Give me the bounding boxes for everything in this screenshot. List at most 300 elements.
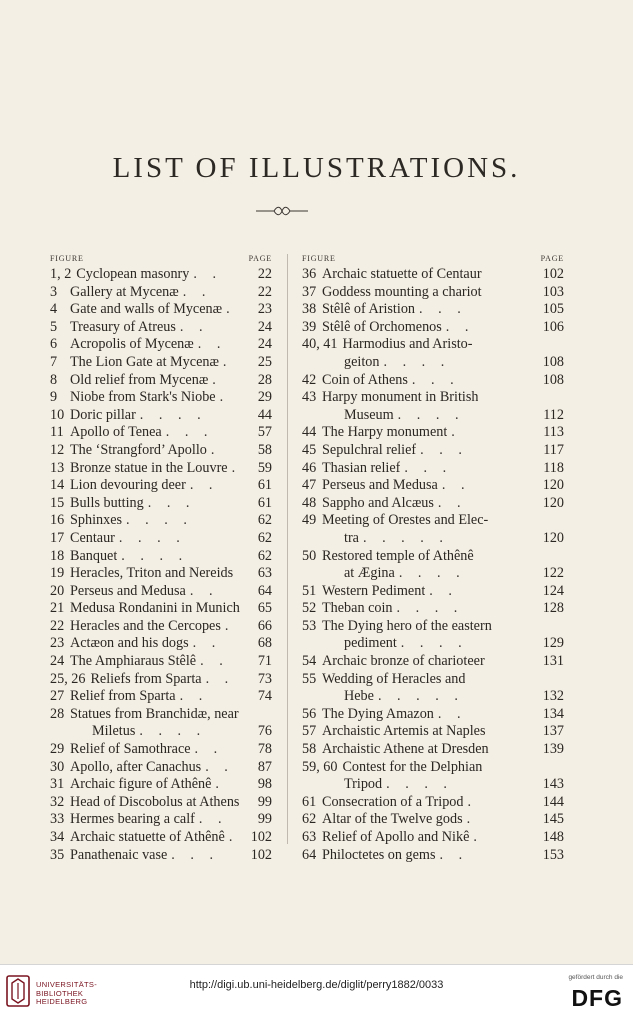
page-number: 98	[257, 776, 272, 793]
illustration-entry	[50, 618, 272, 636]
leader-dots: . . .	[411, 371, 460, 388]
figure-number: 7	[50, 353, 58, 370]
page-header: PAGE	[248, 254, 272, 263]
illustration-entry	[302, 442, 564, 460]
illustration-entry	[302, 583, 564, 601]
illustration-entry	[302, 284, 564, 302]
leader-dots: . .	[189, 477, 219, 494]
illustration-entry	[302, 389, 564, 407]
illustration-entry	[302, 618, 564, 636]
page-number: 139	[542, 741, 564, 758]
leader-dots: . .	[194, 741, 224, 758]
illustration-title: Wedding of Heracles and	[322, 670, 466, 687]
page-number: 122	[542, 565, 564, 582]
page-number: 103	[542, 283, 564, 300]
illustration-title: Miletus	[92, 723, 136, 740]
figure-number: 8	[50, 371, 58, 388]
figure-number: 64	[302, 846, 317, 863]
illustration-entry	[302, 811, 564, 829]
illustration-title: Lion devouring deer	[70, 477, 186, 494]
page-number: 105	[542, 301, 564, 318]
illustration-title: Restored temple of Athênê	[322, 547, 474, 564]
leader-dots: . .	[439, 846, 469, 863]
figure-number: 46	[302, 459, 317, 476]
figure-number: 21	[50, 600, 65, 617]
page-number: 117	[543, 441, 564, 458]
illustration-title: Western Pediment	[322, 582, 426, 599]
figure-header: FIGURE	[302, 254, 336, 263]
page-number: 22	[257, 266, 272, 282]
illustration-title: Apollo, after Canachus	[70, 758, 202, 775]
page-number: 102	[250, 829, 272, 845]
page-number: 131	[542, 653, 564, 670]
illustration-title: Panathenaic vase	[70, 846, 168, 863]
illustration-entry	[302, 688, 564, 706]
leader-dots: . .	[182, 283, 212, 300]
page-number: 153	[542, 846, 564, 863]
institution-name: UNIVERSITÄTS- BIBLIOTHEK HEIDELBERG	[36, 980, 97, 1006]
leader-dots: . .	[445, 318, 475, 335]
figure-number: 16	[50, 512, 65, 529]
illustration-entry	[50, 266, 272, 284]
illustration-entry	[302, 741, 564, 759]
illustration-entry	[302, 776, 564, 794]
illustration-title: Harpy monument in British	[322, 389, 479, 406]
figure-number: 4	[50, 301, 58, 318]
illustration-entry	[302, 266, 564, 284]
illustration-title: Thasian relief	[322, 459, 401, 476]
illustration-title: The Lion Gate at Mycenæ	[70, 353, 219, 370]
left-entry-list	[50, 266, 272, 864]
illustration-title: Banquet	[70, 547, 118, 564]
leader-dots: . . . .	[400, 635, 468, 652]
page-header: PAGE	[540, 254, 564, 263]
illustration-title: tra	[344, 529, 359, 546]
leader-dots: . .	[441, 477, 471, 494]
page-number: 118	[543, 459, 564, 476]
page-number: 24	[257, 318, 272, 335]
source-url-link[interactable]: http://digi.ub.uni-heidelberg.de/diglit/perry1882/0033	[189, 979, 444, 991]
illustration-title: Niobe from Stark's Niobe	[70, 389, 216, 406]
figure-number: 23	[50, 635, 65, 652]
illustration-title: Treasury of Atreus	[70, 318, 176, 335]
illustration-entry	[50, 723, 272, 741]
leader-dots: . . . .	[397, 406, 465, 423]
page-number: 66	[257, 617, 272, 634]
leader-dots: .	[210, 441, 221, 458]
illustration-entry	[50, 319, 272, 337]
illustration-title: Heracles, Triton and Nereids	[70, 565, 234, 582]
illustration-title: Perseus and Medusa	[70, 582, 186, 599]
figure-number: 12	[50, 441, 65, 458]
illustration-entry	[50, 794, 272, 812]
figure-number: 22	[50, 617, 65, 634]
illustration-entry	[50, 512, 272, 530]
page-number: 124	[542, 582, 564, 599]
figure-number: 3	[50, 283, 58, 300]
page-number: 59	[257, 459, 272, 476]
figure-number: 25, 26	[50, 670, 86, 687]
figure-number: 47	[302, 477, 317, 494]
illustration-title: Relief of Samothrace	[70, 741, 191, 758]
leader-dots: . . . .	[398, 565, 466, 582]
illustration-title: Gate and walls of Mycenæ	[70, 301, 223, 318]
page-number: 108	[542, 371, 564, 388]
illustration-entry	[302, 319, 564, 337]
page-number: 102	[542, 266, 564, 282]
leader-dots: . . . .	[386, 776, 453, 793]
illustration-title: Contest for the Delphian	[342, 758, 483, 775]
page-number: 28	[257, 371, 272, 388]
page-number: 78	[257, 741, 272, 758]
figure-number: 24	[50, 653, 65, 670]
page-number: 102	[250, 846, 272, 863]
illustration-entry	[50, 284, 272, 302]
figure-number: 40, 41	[302, 336, 338, 353]
leader-dots: . .	[437, 494, 467, 511]
leader-dots: .	[451, 424, 461, 441]
leader-dots: . .	[193, 266, 222, 282]
illustration-title: Altar of the Twelve gods	[322, 811, 463, 828]
illustration-title: Tripod	[344, 776, 383, 793]
figure-number: 14	[50, 477, 65, 494]
illustration-title: Stêlê of Aristion	[322, 301, 416, 318]
illustration-entry	[50, 847, 272, 865]
figure-number: 55	[302, 670, 317, 687]
illustration-title: The ‘Strangford’ Apollo	[70, 441, 207, 458]
illustration-title: The Dying hero of the eastern	[322, 617, 492, 634]
leader-dots: . .	[429, 582, 458, 599]
illustration-entry	[302, 565, 564, 583]
figure-number: 35	[50, 846, 65, 863]
leader-dots: . .	[179, 318, 209, 335]
illustration-title: Statues from Branchidæ, near	[70, 705, 239, 722]
illustration-entry	[302, 512, 564, 530]
illustration-entry	[50, 741, 272, 759]
figure-number: 5	[50, 318, 58, 335]
page-number: 148	[542, 829, 564, 845]
illustration-entry	[302, 301, 564, 319]
leader-dots: . . . . .	[377, 688, 464, 705]
illustration-title: Relief of Apollo and Nikê	[322, 829, 470, 845]
illustration-entry	[50, 407, 272, 425]
leader-dots: . . .	[420, 441, 468, 458]
page-number: 23	[257, 301, 272, 318]
illustration-title: Archaistic Athene at Dresden	[322, 741, 489, 758]
illustration-entry	[50, 600, 272, 618]
illustration-title: Doric pillar	[70, 406, 136, 423]
page-number: 71	[257, 653, 272, 670]
illustration-title: geiton	[344, 353, 380, 370]
figure-number: 48	[302, 494, 317, 511]
figure-number: 34	[50, 829, 65, 845]
page-number: 61	[257, 477, 272, 494]
leader-dots: .	[466, 811, 477, 828]
leader-dots: . .	[205, 758, 234, 775]
page-number: 108	[542, 353, 564, 370]
illustration-title: Head of Discobolus at Athens	[70, 793, 240, 810]
illustration-title: Hebe	[344, 688, 374, 705]
page-number: 63	[257, 565, 272, 582]
illustration-title: Coin of Athens	[322, 371, 408, 388]
figure-number: 32	[50, 793, 65, 810]
page-number: 44	[257, 406, 272, 423]
page-number: 137	[542, 723, 564, 740]
page-number: 106	[542, 318, 564, 335]
page-number: 99	[257, 793, 272, 810]
illustration-title: Bronze statue in the Louvre	[70, 459, 228, 476]
figure-number: 9	[50, 389, 58, 406]
illustration-entry	[50, 829, 272, 847]
illustration-entry	[50, 759, 272, 777]
figure-number: 13	[50, 459, 65, 476]
illustration-entry	[302, 336, 564, 354]
figure-number: 33	[50, 811, 65, 828]
illustration-entry	[302, 424, 564, 442]
right-entry-list	[302, 266, 564, 864]
page-number: 144	[542, 793, 564, 810]
figure-number: 11	[50, 424, 64, 441]
illustration-title: Medusa Rondanini in Munich	[70, 600, 240, 617]
figure-number: 42	[302, 371, 317, 388]
figure-number: 52	[302, 600, 317, 617]
dfg-logo: DFG	[571, 985, 623, 1011]
figure-number: 56	[302, 705, 317, 722]
leader-dots: .	[224, 617, 235, 634]
page-number: 61	[257, 494, 272, 511]
illustration-entry	[50, 776, 272, 794]
leader-dots: . .	[192, 635, 222, 652]
illustration-entry	[50, 442, 272, 460]
page-number: 62	[257, 547, 272, 564]
page-number: 132	[542, 688, 564, 705]
illustration-title: Hermes bearing a calf	[70, 811, 195, 828]
illustration-entry	[302, 530, 564, 548]
page-number: 24	[257, 336, 272, 353]
leader-dots: . .	[189, 582, 219, 599]
page-number: 68	[257, 635, 272, 652]
figure-number: 29	[50, 741, 65, 758]
illustration-title: Theban coin	[322, 600, 393, 617]
figure-number: 6	[50, 336, 58, 353]
leader-dots: .	[219, 389, 230, 406]
illustration-entry	[302, 600, 564, 618]
illustration-entry	[302, 372, 564, 390]
illustration-title: Centaur	[70, 529, 115, 546]
page-number: 134	[542, 705, 564, 722]
leader-dots: .	[467, 793, 478, 810]
page-number: 112	[543, 406, 564, 423]
leader-dots: .	[212, 371, 222, 388]
leader-dots: . . .	[419, 301, 467, 318]
illustration-entry	[50, 336, 272, 354]
leader-dots: . . . .	[139, 723, 207, 740]
illustration-entry	[50, 495, 272, 513]
page-number: 64	[257, 582, 272, 599]
figure-number: 18	[50, 547, 65, 564]
figure-number: 30	[50, 758, 65, 775]
illustration-entry	[50, 424, 272, 442]
illustration-title: The Dying Amazon	[322, 705, 434, 722]
leader-dots: . .	[205, 670, 235, 687]
illustration-title: Stêlê of Orchomenos	[322, 318, 442, 335]
page-number: 113	[543, 424, 564, 441]
page-number: 128	[542, 600, 564, 617]
leader-dots: . . . . .	[362, 529, 449, 546]
figure-number: 31	[50, 776, 65, 793]
leader-dots: .	[231, 459, 242, 476]
illustration-entry	[50, 565, 272, 583]
illustration-title: Cyclopean masonry	[76, 266, 190, 282]
illustration-entry	[302, 706, 564, 724]
illustration-entry	[50, 477, 272, 495]
illustration-entry	[302, 635, 564, 653]
page-number: 62	[257, 512, 272, 529]
figure-number: 38	[302, 301, 317, 318]
illustration-title: Reliefs from Sparta	[90, 670, 202, 687]
figure-number: 54	[302, 653, 317, 670]
leader-dots: . . .	[147, 494, 196, 511]
figure-number: 44	[302, 424, 317, 441]
page-number: 145	[542, 811, 564, 828]
illustration-title: Bulls butting	[70, 494, 144, 511]
funding-note: gefördert durch die	[568, 974, 623, 981]
page-number: 22	[257, 283, 272, 300]
figure-number: 45	[302, 441, 317, 458]
figure-number: 51	[302, 582, 317, 599]
illustration-entry	[302, 759, 564, 777]
illustration-title: Philoctetes on gems	[322, 846, 436, 863]
illustration-entry	[302, 794, 564, 812]
illustration-entry	[50, 811, 272, 829]
leader-dots: .	[228, 829, 239, 845]
figure-number: 63	[302, 829, 317, 845]
illustration-entry	[302, 354, 564, 372]
page-number: 129	[542, 635, 564, 652]
page-number: 65	[257, 600, 272, 617]
illustration-entry	[302, 460, 564, 478]
illustration-entry	[302, 671, 564, 689]
leader-dots: . . . .	[118, 529, 186, 546]
leader-dots: .	[473, 829, 483, 845]
column-divider	[287, 254, 288, 844]
illustration-entry	[50, 635, 272, 653]
illustration-entry	[50, 372, 272, 390]
illustration-title: Archaic figure of Athênê	[70, 776, 212, 793]
figure-number: 53	[302, 617, 317, 634]
figure-number: 49	[302, 512, 317, 529]
illustration-entry	[50, 354, 272, 372]
illustration-entry	[302, 477, 564, 495]
figure-number: 37	[302, 283, 317, 300]
illustration-entry	[302, 495, 564, 513]
leader-dots: . . .	[404, 459, 453, 476]
page-number: 62	[257, 529, 272, 546]
figure-number: 61	[302, 793, 317, 810]
page-number: 120	[542, 494, 564, 511]
illustration-entry	[50, 653, 272, 671]
illustration-title: The Harpy monument	[322, 424, 448, 441]
leader-dots: . . .	[171, 846, 220, 863]
illustration-title: Archaic statuette of Athênê	[70, 829, 225, 845]
illustration-title: Actæon and his dogs	[70, 635, 189, 652]
leader-dots: . . . .	[396, 600, 464, 617]
illustration-entry	[50, 460, 272, 478]
illustration-entry	[50, 706, 272, 724]
leader-dots: . . .	[165, 424, 214, 441]
illustration-title: Museum	[344, 406, 394, 423]
title-ornament	[256, 204, 308, 218]
figure-number: 19	[50, 565, 65, 582]
leader-dots: . .	[179, 688, 209, 705]
figure-number: 36	[302, 266, 317, 282]
illustration-title: Perseus and Medusa	[322, 477, 438, 494]
figure-number: 20	[50, 582, 65, 599]
right-column	[302, 254, 564, 864]
illustration-entry	[50, 688, 272, 706]
leader-dots: . .	[197, 336, 227, 353]
page-number: 99	[257, 811, 272, 828]
left-column	[50, 254, 272, 864]
right-column-header	[302, 254, 564, 266]
illustration-title: Consecration of a Tripod	[322, 793, 464, 810]
illustration-title: pediment	[344, 635, 397, 652]
figure-number: 15	[50, 494, 65, 511]
illustration-title: Archaic statuette of Centaur	[322, 266, 482, 282]
illustration-entry	[50, 583, 272, 601]
illustration-title: Sepulchral relief	[322, 441, 417, 458]
illustration-title: Heracles and the Cercopes	[70, 617, 221, 634]
figure-number: 1, 2	[50, 266, 72, 282]
leader-dots: . .	[437, 705, 467, 722]
illustration-title: Sphinxes	[70, 512, 123, 529]
illustration-title: at Ægina	[344, 565, 395, 582]
figure-number: 27	[50, 688, 65, 705]
leader-dots: . . . .	[126, 512, 193, 529]
leader-dots: . . . .	[139, 406, 207, 423]
page-number: 25	[257, 353, 272, 370]
illustration-entry	[50, 301, 272, 319]
figure-number: 17	[50, 529, 65, 546]
figure-number: 62	[302, 811, 317, 828]
illustration-title: Acropolis of Mycenæ	[70, 336, 194, 353]
figure-number: 39	[302, 318, 317, 335]
page-title: LIST OF ILLUSTRATIONS.	[112, 152, 521, 184]
illustration-entry	[302, 548, 564, 566]
figure-header: FIGURE	[50, 254, 84, 263]
page-number: 29	[257, 389, 272, 406]
illustration-title: Old relief from Mycenæ	[70, 371, 209, 388]
illustration-title: Meeting of Orestes and Elec-	[322, 512, 489, 529]
figure-number: 28	[50, 705, 65, 722]
illustration-entry	[302, 653, 564, 671]
figure-number: 43	[302, 389, 317, 406]
figure-number: 59, 60	[302, 758, 338, 775]
illustration-title: Archaic bronze of charioteer	[322, 653, 485, 670]
leader-dots: . . . .	[121, 547, 189, 564]
page-number: 73	[257, 670, 272, 687]
page-number: 143	[542, 776, 564, 793]
illustration-title: Gallery at Mycenæ	[70, 283, 179, 300]
left-column-header	[50, 254, 272, 266]
page-number: 120	[542, 529, 564, 546]
page-number: 76	[257, 723, 272, 740]
leader-dots: .	[226, 301, 236, 318]
page-number: 57	[257, 424, 272, 441]
figure-number: 50	[302, 547, 317, 564]
footer-bar	[0, 964, 633, 1016]
leader-dots: . . . .	[383, 353, 451, 370]
